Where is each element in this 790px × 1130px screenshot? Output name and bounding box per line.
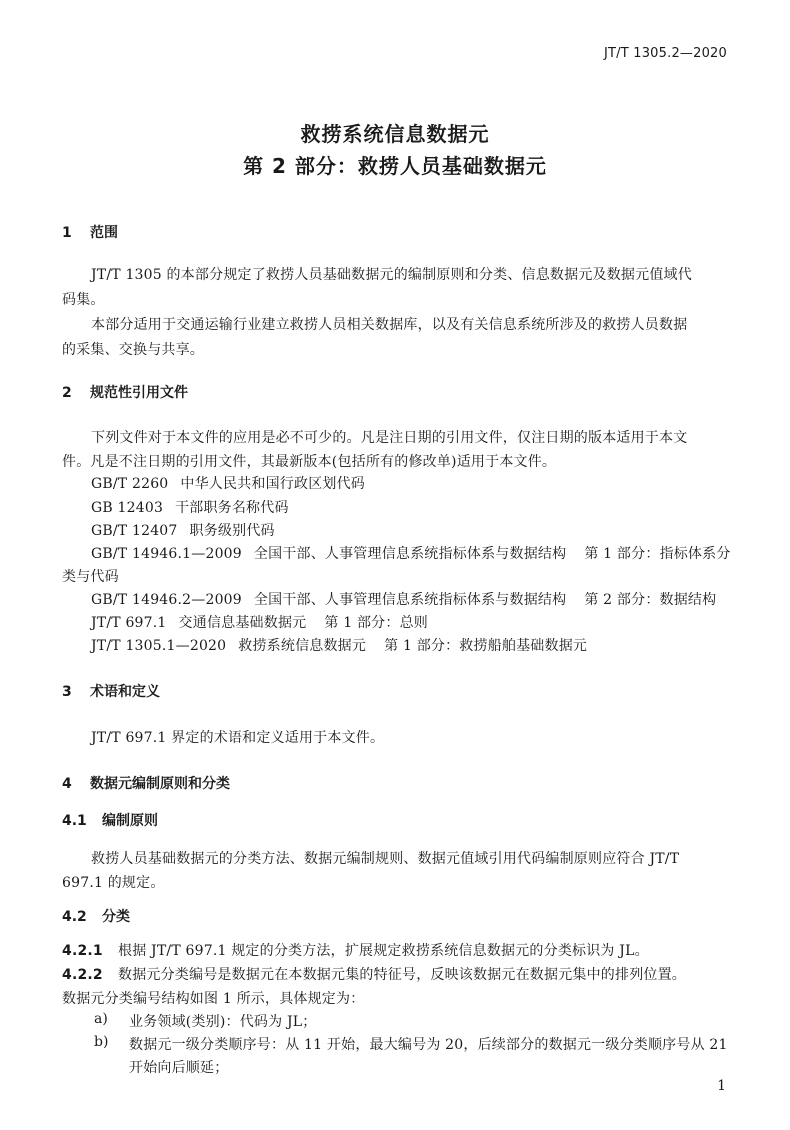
subsection-number: 4.2	[62, 909, 87, 925]
reference-item	[91, 473, 365, 493]
standard-number: JT/T 1305.2—2020	[604, 46, 727, 61]
paragraph-line: JT/T 1305 的本部分规定了救捞人员基础数据元的编制原则和分类、信息数据元及数据元值域代	[91, 267, 692, 283]
reference-code: GB/T 14946.2—2009	[91, 592, 242, 608]
paragraph-line: 数据元分类编号结构如图 1 所示，具体规定为：	[62, 991, 365, 1007]
clause-text: 数据元分类编号是数据元在本数据元集的特征号，反映该数据元在数据元集中的排列位置。	[118, 967, 686, 983]
paragraph-line: 码集。	[62, 292, 105, 308]
reference-part: 第 1 部分：救捞船舶基础数据元	[384, 638, 588, 654]
list-item-text: 业务领域(类别)：代码为 JL；	[129, 1014, 317, 1030]
reference-part: 第 1 部分：总则	[324, 615, 428, 631]
list-item-text: 数据元一级分类顺序号：从 11 开始，最大编号为 20，后续部分的数据元一级分类顺序号从 21	[129, 1037, 728, 1053]
clause-text: 根据 JT/T 697.1 规定的分类方法，扩展规定救捞系统信息数据元的分类标识为 JL。	[118, 943, 649, 959]
section-4-heading	[62, 773, 230, 793]
paragraph-line: 的采集、交换与共享。	[62, 342, 204, 358]
clause-number: 4.2.2	[62, 967, 103, 983]
section-3-heading	[62, 681, 160, 701]
clause-4-2-1	[62, 940, 649, 960]
document-title-line2: 第 2 部分：救捞人员基础数据元	[243, 154, 547, 178]
reference-title: 救捞系统信息数据元	[238, 638, 367, 654]
list-item-text-continuation: 开始向后顺延；	[129, 1060, 229, 1076]
page-number: 1	[717, 1078, 726, 1094]
reference-code: GB/T 14946.1—2009	[91, 546, 242, 562]
reference-title: 交通信息基础数据元	[178, 615, 307, 631]
document-title-line1: 救捞系统信息数据元	[300, 122, 490, 146]
reference-item	[91, 497, 289, 517]
subsection-title: 编制原则	[102, 813, 158, 829]
reference-title: 全国干部、人事管理信息系统指标体系与数据结构	[253, 546, 567, 562]
section-1-heading	[62, 222, 118, 242]
paragraph-line: JT/T 697.1 界定的术语和定义适用于本文件。	[91, 730, 385, 746]
section-2-heading	[62, 382, 188, 402]
paragraph-line: 件。凡是不注日期的引用文件，其最新版本(包括所有的修改单)适用于本文件。	[62, 454, 557, 470]
subsection-number: 4.1	[62, 813, 87, 829]
reference-continuation: 类与代码	[62, 569, 119, 585]
reference-code: JT/T 697.1	[91, 615, 167, 631]
reference-code: JT/T 1305.1—2020	[91, 638, 227, 654]
subsection-4-2-heading	[62, 906, 130, 926]
paragraph-line: 下列文件对于本文件的应用是必不可少的。凡是注日期的引用文件，仅注日期的版本适用于本文	[91, 430, 688, 446]
reference-title: 干部职务名称代码	[175, 500, 289, 516]
list-item-marker: b)	[94, 1034, 109, 1050]
clause-number: 4.2.1	[62, 943, 103, 959]
section-title: 规范性引用文件	[90, 385, 188, 401]
reference-item	[91, 589, 716, 609]
list-item-marker: a)	[94, 1011, 108, 1027]
section-title: 范围	[90, 225, 118, 241]
reference-title: 全国干部、人事管理信息系统指标体系与数据结构	[253, 592, 567, 608]
reference-part: 第 1 部分：指标体系分	[584, 546, 731, 562]
paragraph-line: 697.1 的规定。	[62, 875, 165, 891]
section-number: 4	[62, 776, 72, 792]
reference-code: GB/T 2260	[91, 476, 169, 492]
paragraph-line: 救捞人员基础数据元的分类方法、数据元编制规则、数据元值域引用代码编制原则应符合 JT/T	[91, 851, 680, 867]
reference-item	[91, 612, 428, 632]
subsection-4-1-heading	[62, 810, 158, 830]
reference-title: 中华人民共和国行政区划代码	[180, 476, 366, 492]
section-number: 2	[62, 385, 72, 401]
section-number: 3	[62, 684, 72, 700]
section-title: 数据元编制原则和分类	[90, 776, 230, 792]
reference-code: GB 12403	[91, 500, 164, 516]
reference-item	[91, 520, 275, 540]
reference-part: 第 2 部分：数据结构	[584, 592, 717, 608]
clause-4-2-2	[62, 964, 686, 984]
section-number: 1	[62, 225, 72, 241]
subsection-title: 分类	[102, 909, 130, 925]
reference-item	[91, 543, 731, 563]
reference-item	[91, 635, 587, 655]
reference-code: GB/T 12407	[91, 523, 178, 539]
reference-title: 职务级别代码	[189, 523, 275, 539]
section-title: 术语和定义	[90, 684, 160, 700]
paragraph-line: 本部分适用于交通运输行业建立救捞人员相关数据库，以及有关信息系统所涉及的救捞人员数据	[91, 317, 688, 333]
